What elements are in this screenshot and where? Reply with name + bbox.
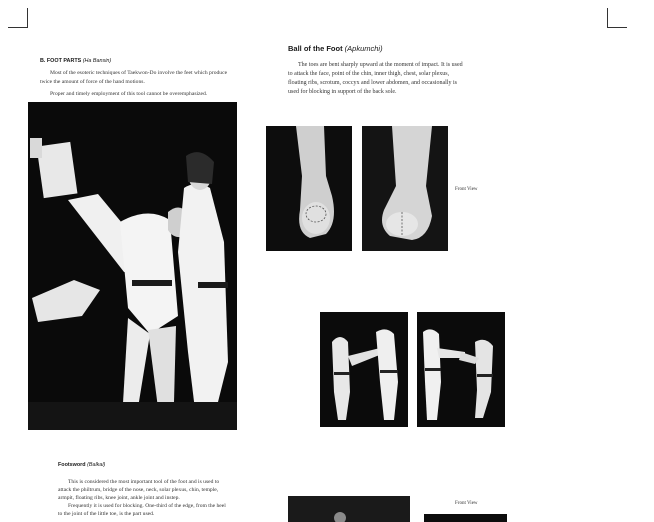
ball-of-foot-heading: Ball of the Foot (Apkumchi)	[288, 44, 383, 53]
footsword-heading: Footsword (Balkal)	[58, 462, 106, 468]
crop-mark-left-horizontal	[8, 27, 28, 28]
front-kick-photo-right	[417, 312, 505, 427]
front-view-caption-bottom: Front View	[455, 501, 478, 506]
ball-line-4: used for blocking in support of the back sole.	[288, 89, 397, 95]
footsword-line-4: Frequently it is used for blocking. One-third of the edge, from the heel	[68, 503, 226, 509]
intro-line-3: Proper and timely employment of this tool cannot be overemphasized.	[50, 91, 208, 97]
ball-line-1: The toes are bent sharply upward at the moment of impact. It is used	[298, 62, 463, 68]
footsword-line-3: armpit, floating ribs, knee joint, ankle joint and instep.	[58, 495, 180, 501]
ball-line-2: to attack the face, point of the chin, inner thigh, chest, solar plexus,	[288, 71, 450, 77]
intro-line-1: Most of the esoteric techniques of Taekwon-Do involve the feet which produce	[50, 70, 228, 76]
ball-line-3: floating ribs, scrotum, coccyx and lower abdomen, and occasionally is	[288, 80, 457, 86]
sparring-kick-photo	[28, 102, 237, 430]
footsword-line-2: attack the philtrum, bridge of the nose, neck, solar plexus, chin, temple,	[58, 487, 219, 493]
intro-line-2: twice the amount of force of the hand motions.	[40, 79, 145, 85]
front-kick-photo-left	[320, 312, 408, 427]
footsword-photo-right	[424, 514, 507, 522]
ball-of-foot-side-photo	[266, 126, 352, 251]
section-heading: B. FOOT PARTS (Ha Bansin)	[40, 58, 112, 64]
front-view-caption: Front View	[455, 187, 478, 192]
ball-of-foot-front-photo	[362, 126, 448, 251]
footsword-line-5: to the joint of the little toe, is the part used.	[58, 511, 155, 517]
crop-mark-right-vertical	[607, 8, 608, 28]
crop-mark-left-vertical	[27, 8, 28, 28]
footsword-line-1: This is considered the most important tool of the foot and is used to	[68, 479, 220, 485]
footsword-photo-left	[288, 496, 410, 522]
crop-mark-right-horizontal	[607, 27, 627, 28]
